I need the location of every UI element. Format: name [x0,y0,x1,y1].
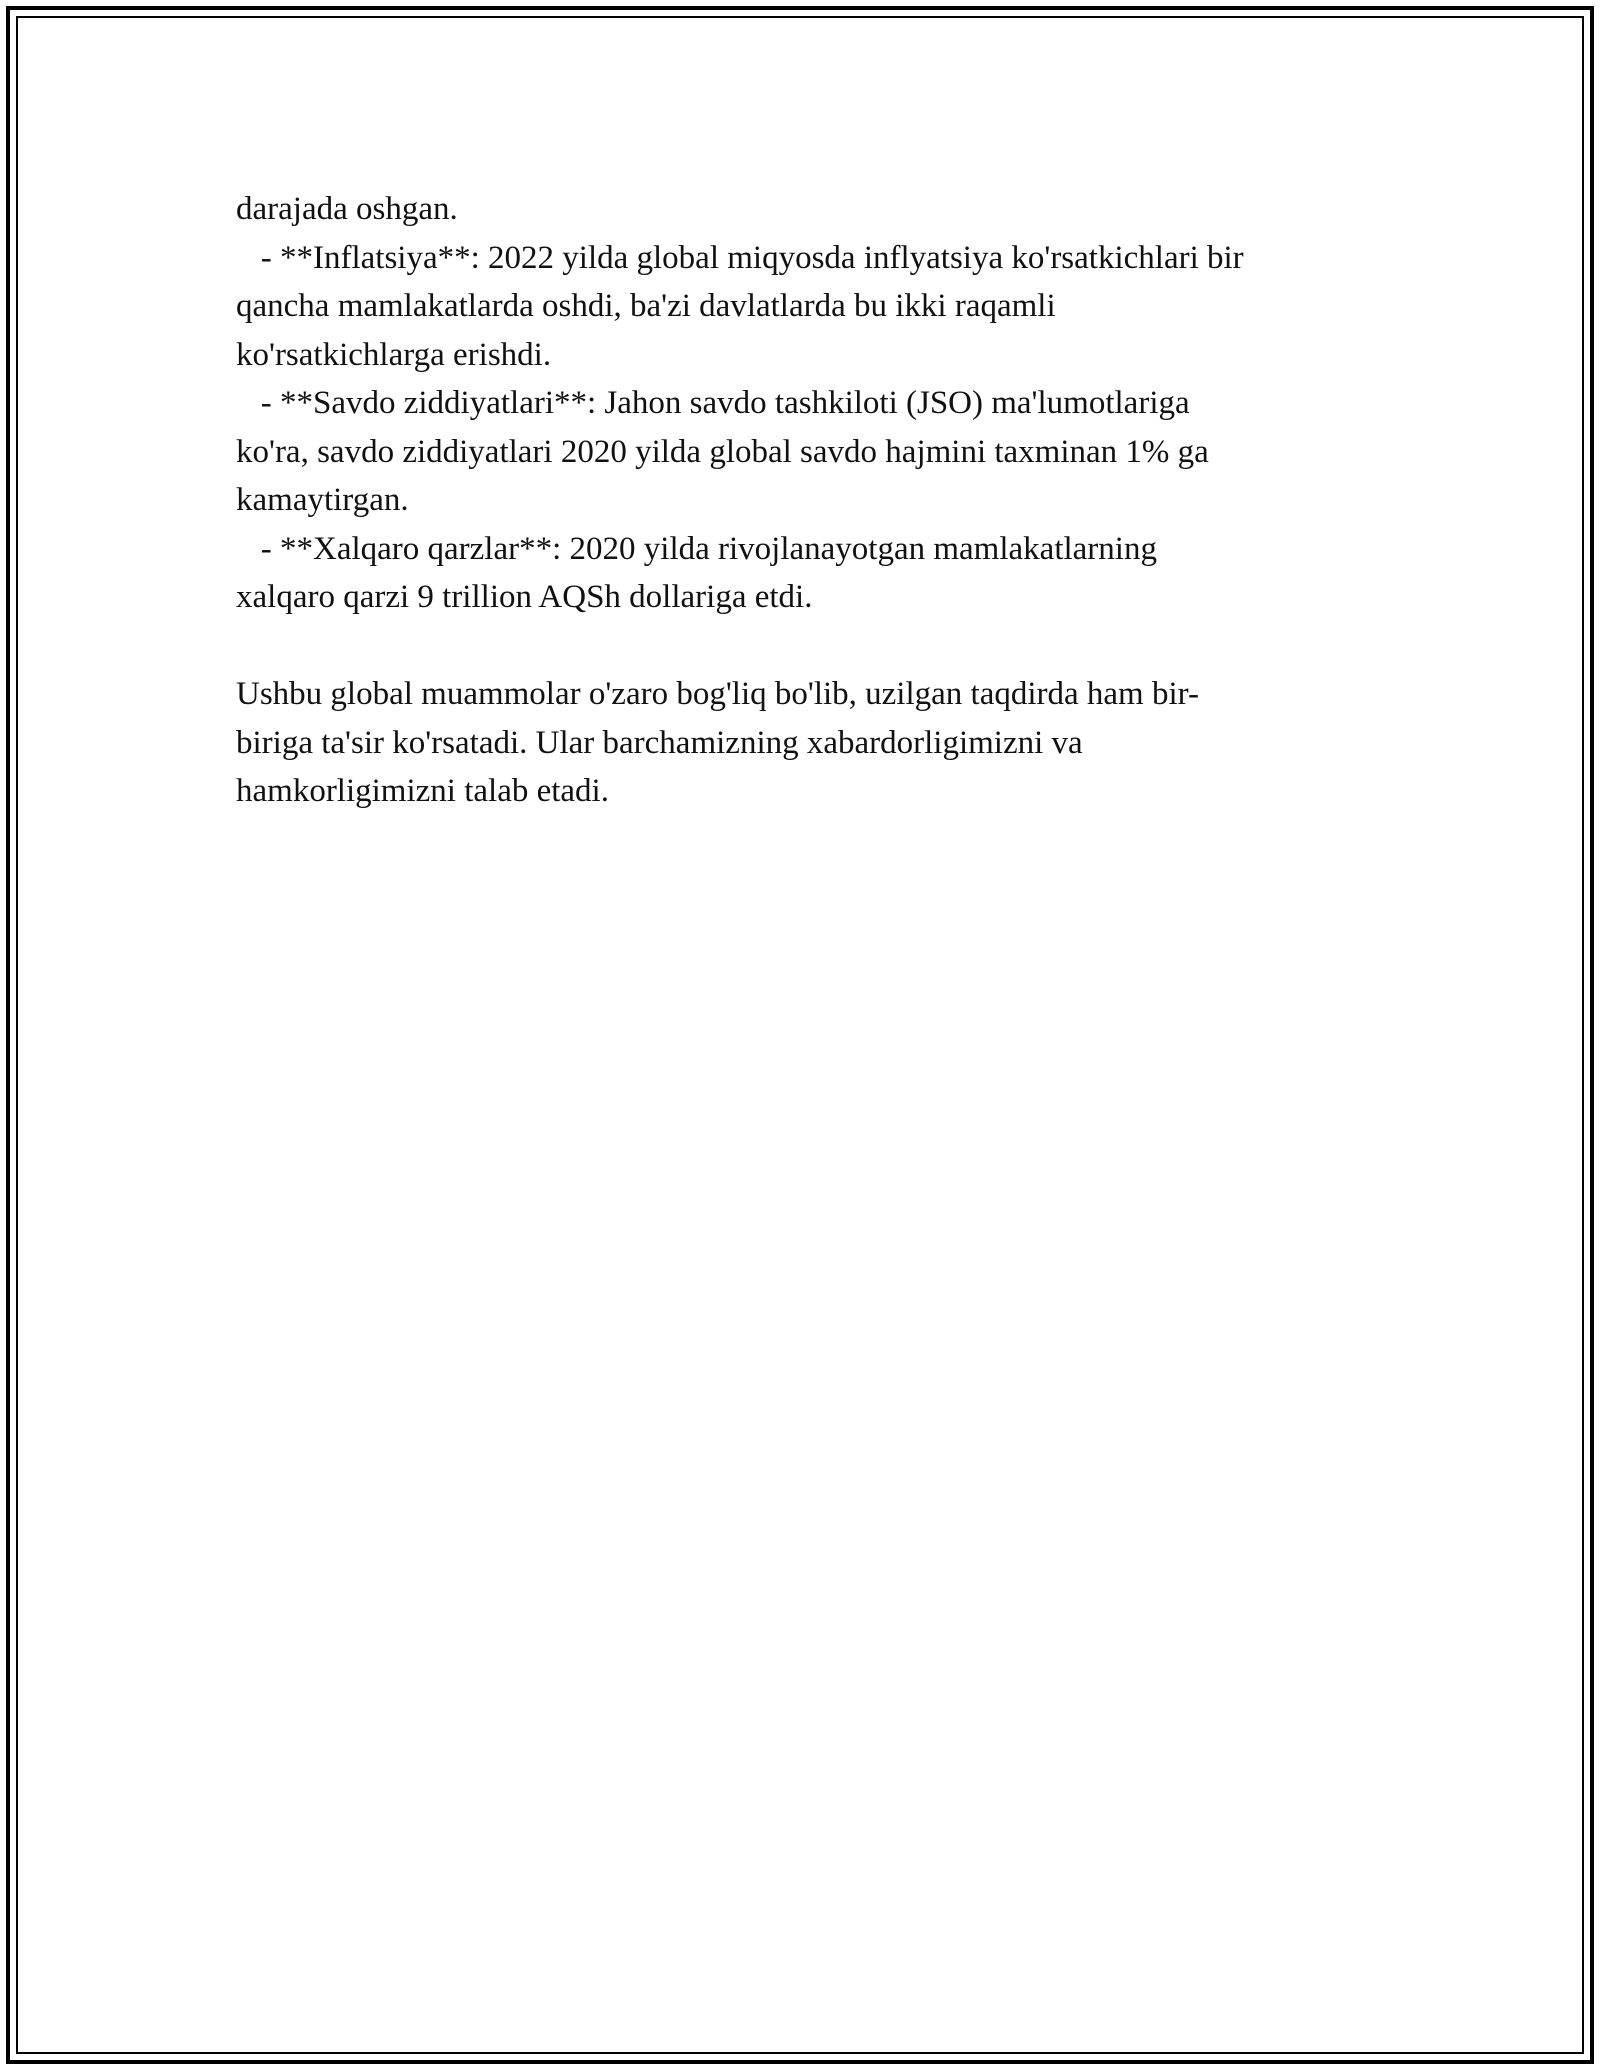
paragraph-spacer [236,622,1386,671]
document-body [236,185,1386,816]
text-line: - **Savdo ziddiyatlari**: Jahon savdo tashkiloti (JSO) ma'lumotlariga [236,385,1190,421]
text-line: ko'ra, savdo ziddiyatlari 2020 yilda global savdo hajmini taxminan 1% ga [236,433,1209,470]
text-line: - **Xalqaro qarzlar**: 2020 yilda rivojlanayotgan mamlakatlarning [236,530,1157,567]
text-line: - **Inflatsiya**: 2022 yilda global miqyosda inflyatsiya ko'rsatkichlari bir [236,239,1244,276]
text-line: Ushbu global muammolar o'zaro bog'liq bo'lib, uzilgan taqdirda ham bir- [236,676,1199,712]
text-line: qancha mamlakatlarda oshdi, ba'zi davlatlarda bu ikki raqamli [236,288,1056,324]
text-line: kamaytirgan. [236,482,409,518]
text-line: darajada oshgan. [236,191,458,227]
text-line: ko'rsatkichlarga erishdi. [236,336,552,373]
text-line: xalqaro qarzi 9 trillion AQSh dollariga etdi. [236,579,813,615]
text-line: biriga ta'sir ko'rsatadi. Ular barchamizning xabardorligimizni va [236,724,1083,761]
text-line: hamkorligimizni talab etadi. [236,773,609,809]
